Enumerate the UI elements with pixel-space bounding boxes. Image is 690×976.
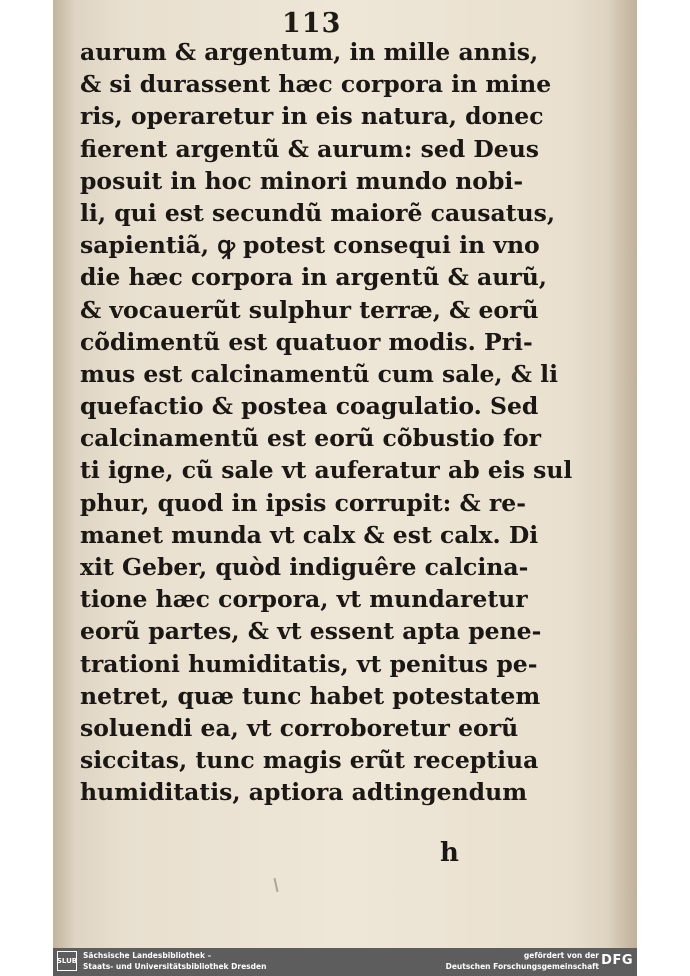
text-line: siccitas, tunc magis erũt receptiua — [80, 746, 539, 775]
page-shadow-right — [607, 0, 637, 948]
text-block — [80, 36, 573, 809]
dfg-logo-icon[interactable]: DFG — [601, 953, 633, 968]
text-line: & si durassent hæc corpora in mine — [80, 70, 552, 99]
text-line: tione hæc corpora, vt mundaretur — [80, 585, 528, 614]
text-line: humiditatis, aptiora adtingendum — [80, 778, 528, 807]
text-line: manet munda vt calx & est calx. Di — [80, 520, 539, 549]
funding-credit — [446, 951, 599, 972]
library-credit — [83, 951, 266, 972]
text-line: ris, operaretur in eis natura, donec — [80, 102, 544, 131]
text-line: die hæc corpora in argentũ & aurũ, — [80, 263, 547, 292]
signature-mark: h — [440, 838, 459, 868]
text-line: netret, quæ tunc habet potestatem — [80, 681, 541, 710]
funding-line2: Deutschen Forschungsgemeinschaft — [445, 961, 599, 971]
footer-bar — [53, 948, 637, 976]
ink-mark — [274, 878, 279, 892]
text-line: cõdimentũ est quatuor modis. Pri- — [80, 327, 533, 356]
text-line: quefactio & postea coagulatio. Sed — [80, 392, 539, 421]
text-line: fierent argentũ & aurum: sed Deus — [80, 134, 540, 163]
page-number: 113 — [282, 8, 342, 39]
funding-line1: gefördert von der — [523, 951, 599, 960]
text-line: posuit in hoc minori mundo nobi- — [80, 166, 524, 195]
text-line: phur, quod in ipsis corrupit: & re- — [80, 488, 526, 517]
text-line: & vocauerũt sulphur terræ, & eorũ — [80, 295, 539, 324]
text-line: eorũ partes, & vt essent apta pene- — [80, 617, 542, 646]
text-line: soluendi ea, vt corroboretur eorũ — [80, 713, 519, 742]
text-line: calcinamentũ est eorũ cõbustio for — [80, 424, 542, 453]
library-name-line1: Sächsische Landesbibliothek – — [83, 951, 212, 960]
slub-logo-icon[interactable]: SLUB — [57, 951, 77, 971]
library-name-line2: Staats- und Universitätsbibliothek Dresden — [83, 961, 267, 971]
text-line: xit Geber, quòd indiguêre calcina- — [80, 553, 529, 581]
text-line: trationi humiditatis, vt penitus pe- — [80, 649, 538, 678]
text-line: sapientiã, ꝙ potest consequi in vno — [80, 231, 540, 260]
page-shadow-left — [53, 0, 75, 948]
text-line: li, qui est secundũ maiorẽ causatus, — [80, 198, 556, 227]
text-line: ti igne, cũ sale vt auferatur ab eis sul — [80, 456, 573, 485]
text-line: mus est calcinamentũ cum sale, & li — [80, 359, 559, 388]
scanned-page — [53, 0, 637, 948]
text-line: aurum & argentum, in mille annis, — [80, 38, 539, 66]
